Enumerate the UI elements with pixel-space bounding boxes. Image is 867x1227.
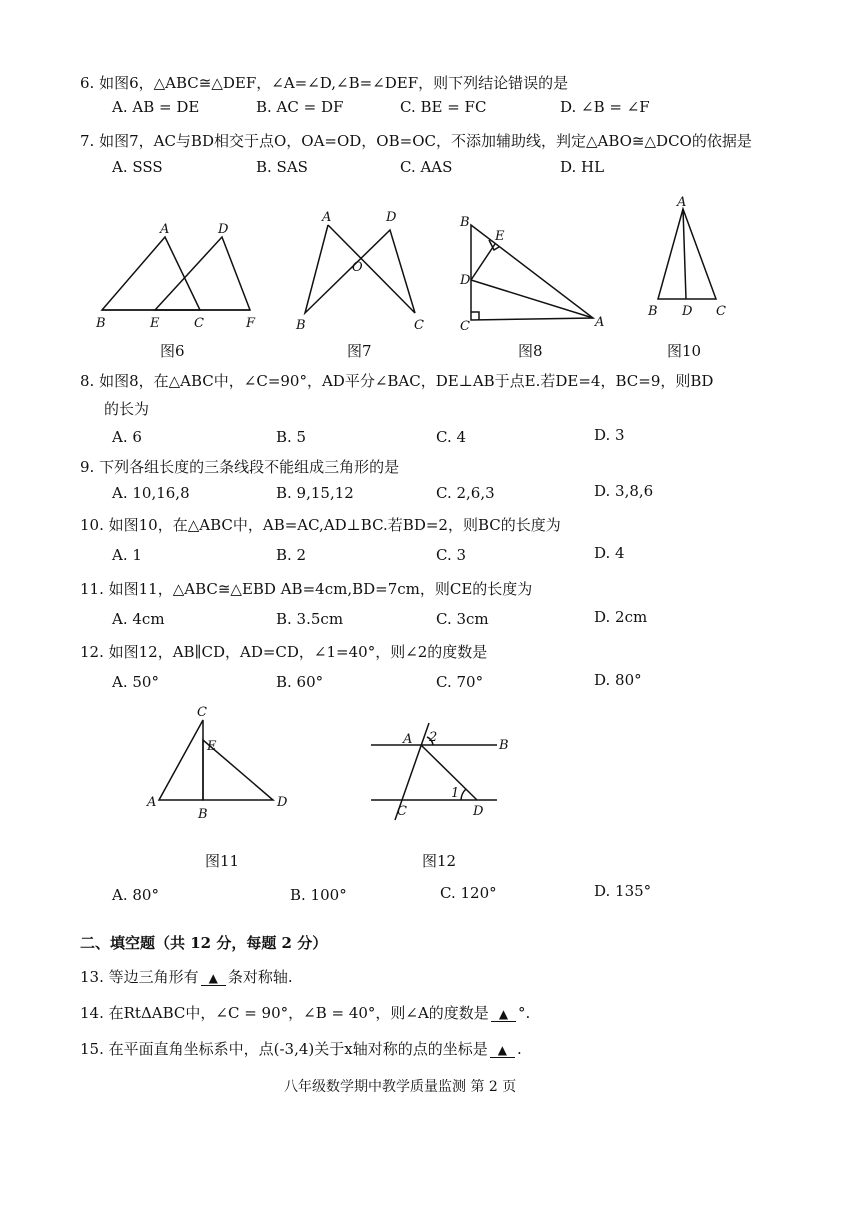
fig8-label-a: A bbox=[595, 315, 605, 330]
fig12-label-1: 1 bbox=[451, 786, 460, 801]
q12-option-b: B. 60° bbox=[276, 673, 324, 691]
q14-answer-blank[interactable]: ▲ bbox=[491, 1007, 516, 1022]
fig8-label-d: D bbox=[460, 273, 471, 288]
fig8-label-c: C bbox=[460, 319, 470, 334]
fig11-label-e: E bbox=[207, 739, 217, 754]
q9-option-b: B. 9,15,12 bbox=[276, 484, 354, 502]
q7-option-b: B. SAS bbox=[256, 158, 308, 176]
fig6-label-f: F bbox=[246, 316, 256, 331]
fig8-bisector-ad bbox=[471, 280, 593, 318]
q6-option-b: B. AC = DF bbox=[256, 98, 344, 116]
fig6-label-b: B bbox=[96, 316, 106, 331]
q8-option-a: A. 6 bbox=[112, 428, 142, 446]
fig12-label-b: B bbox=[499, 738, 509, 753]
q13-text-before: 13. 等边三角形有 bbox=[80, 968, 199, 986]
question-15 bbox=[80, 1038, 522, 1059]
q11-option-d: D. 2cm bbox=[594, 608, 648, 626]
q12-option-d: D. 80° bbox=[594, 671, 642, 689]
extra-option-a: A. 80° bbox=[112, 886, 159, 904]
q12-option-a: A. 50° bbox=[112, 673, 159, 691]
fig8-label-b: B bbox=[460, 215, 470, 230]
fig11-label-b: B bbox=[198, 807, 208, 822]
q10-option-b: B. 2 bbox=[276, 546, 307, 564]
q7-option-a: A. SSS bbox=[112, 158, 163, 176]
figure-8 bbox=[455, 210, 615, 335]
fig8-caption: 图8 bbox=[518, 342, 543, 360]
q6-option-d: D. ∠B = ∠F bbox=[560, 98, 650, 116]
q13-answer-blank[interactable]: ▲ bbox=[201, 971, 226, 986]
q10-option-d: D. 4 bbox=[594, 544, 625, 562]
question-9-stem: 9. 下列各组长度的三条线段不能组成三角形的是 bbox=[80, 458, 400, 476]
fig7-label-b: B bbox=[296, 318, 306, 333]
fig11-label-a: A bbox=[147, 795, 157, 810]
fig8-triangle-abc bbox=[471, 225, 593, 320]
extra-option-b: B. 100° bbox=[290, 886, 347, 904]
q15-answer-blank[interactable]: ▲ bbox=[490, 1043, 515, 1058]
question-8-stem-line1: 8. 如图8，在△ABC中，∠C=90°，AD平分∠BAC，DE⊥AB于点E.若DE=4，BC=9，则BD bbox=[80, 372, 714, 390]
q8-option-b: B. 5 bbox=[276, 428, 307, 446]
q11-option-a: A. 4cm bbox=[112, 610, 165, 628]
fig8-perpendicular-de bbox=[471, 244, 495, 280]
question-10-stem: 10. 如图10，在△ABC中，AB=AC,AD⊥BC.若BD=2，则BC的长度为 bbox=[80, 516, 561, 534]
fig6-label-c: C bbox=[194, 316, 204, 331]
fig6-triangle-abc bbox=[102, 237, 200, 310]
fig6-caption: 图6 bbox=[160, 342, 185, 360]
q10-option-c: C. 3 bbox=[436, 546, 467, 564]
figure-7 bbox=[290, 205, 435, 335]
fig12-label-2: 2 bbox=[429, 730, 438, 745]
q11-option-c: C. 3cm bbox=[436, 610, 489, 628]
q7-option-d: D. HL bbox=[560, 158, 605, 176]
fig10-label-a: A bbox=[677, 195, 687, 210]
fig6-label-a: A bbox=[160, 222, 170, 237]
q9-option-a: A. 10,16,8 bbox=[112, 484, 190, 502]
figure-12 bbox=[365, 715, 525, 825]
q9-option-c: C. 2,6,3 bbox=[436, 484, 495, 502]
page-footer: 八年级数学期中教学质量监测 第 2 页 bbox=[284, 1079, 517, 1095]
figure-6 bbox=[90, 215, 270, 335]
question-6-stem: 6. 如图6，△ABC≅△DEF，∠A=∠D,∠B=∠DEF，则下列结论错误的是 bbox=[80, 74, 569, 92]
fig8-right-angle-c bbox=[471, 312, 479, 320]
fig12-label-c: C bbox=[397, 804, 407, 819]
fig7-label-o: O bbox=[352, 260, 363, 275]
fig6-triangle-def bbox=[155, 237, 250, 310]
q8-option-c: C. 4 bbox=[436, 428, 467, 446]
q8-option-d: D. 3 bbox=[594, 426, 625, 444]
q13-text-after: 条对称轴. bbox=[227, 968, 293, 986]
fig10-label-c: C bbox=[716, 304, 726, 319]
q11-option-b: B. 3.5cm bbox=[276, 610, 344, 628]
fig6-label-d: D bbox=[218, 222, 229, 237]
q6-option-a: A. AB = DE bbox=[112, 98, 200, 116]
fig10-label-d: D bbox=[682, 304, 693, 319]
question-8-stem-line2: 的长为 bbox=[104, 400, 150, 418]
question-7-stem: 7. 如图7，AC与BD相交于点O，OA=OD，OB=OC，不添加辅助线，判定△ABO≅△DCO的依据是 bbox=[80, 132, 752, 150]
extra-option-c: C. 120° bbox=[440, 884, 497, 902]
question-12-stem: 12. 如图12，AB∥CD，AD=CD，∠1=40°，则∠2的度数是 bbox=[80, 643, 488, 661]
q9-option-d: D. 3,8,6 bbox=[594, 482, 654, 500]
q15-text-after: . bbox=[516, 1040, 522, 1058]
q10-option-a: A. 1 bbox=[112, 546, 142, 564]
fig10-triangle-abc bbox=[658, 209, 716, 299]
q15-text-before: 15. 在平面直角坐标系中，点(-3,4)关于x轴对称的点的坐标是 bbox=[80, 1040, 488, 1058]
fig11-triangle-abc bbox=[159, 720, 203, 800]
fig12-caption: 图12 bbox=[422, 852, 457, 870]
fig10-altitude-ad bbox=[683, 209, 686, 299]
fig11-label-d: D bbox=[277, 795, 288, 810]
fig8-label-e: E bbox=[495, 229, 505, 244]
fig11-label-c: C bbox=[197, 705, 207, 720]
fig10-caption: 图10 bbox=[667, 342, 702, 360]
question-11-stem: 11. 如图11，△ABC≅△EBD AB=4cm,BD=7cm，则CE的长度为 bbox=[80, 580, 533, 598]
question-14 bbox=[80, 1002, 530, 1023]
question-13 bbox=[80, 966, 293, 987]
fig7-label-c: C bbox=[414, 318, 424, 333]
fig6-label-e: E bbox=[150, 316, 160, 331]
figure-10 bbox=[640, 195, 740, 325]
fig12-angle-1-arc bbox=[461, 789, 466, 800]
q14-text-before: 14. 在RtΔABC中，∠C = 90°，∠B = 40°，则∠A的度数是 bbox=[80, 1004, 489, 1022]
fig12-label-a: A bbox=[403, 732, 413, 747]
fig11-caption: 图11 bbox=[205, 852, 240, 870]
fig12-segment-ad bbox=[421, 745, 477, 800]
q6-option-c: C. BE = FC bbox=[400, 98, 487, 116]
fig10-label-b: B bbox=[648, 304, 658, 319]
q12-option-c: C. 70° bbox=[436, 673, 484, 691]
q14-text-after: °. bbox=[518, 1004, 531, 1022]
q7-option-c: C. AAS bbox=[400, 158, 453, 176]
fig7-label-d: D bbox=[386, 210, 397, 225]
figure-11 bbox=[145, 700, 305, 825]
fig7-caption: 图7 bbox=[347, 342, 372, 360]
extra-option-d: D. 135° bbox=[594, 882, 652, 900]
fig12-label-d: D bbox=[473, 804, 484, 819]
section-fill-in-title: 二、填空题（共 12 分，每题 2 分） bbox=[80, 934, 328, 952]
fig7-label-a: A bbox=[322, 210, 332, 225]
